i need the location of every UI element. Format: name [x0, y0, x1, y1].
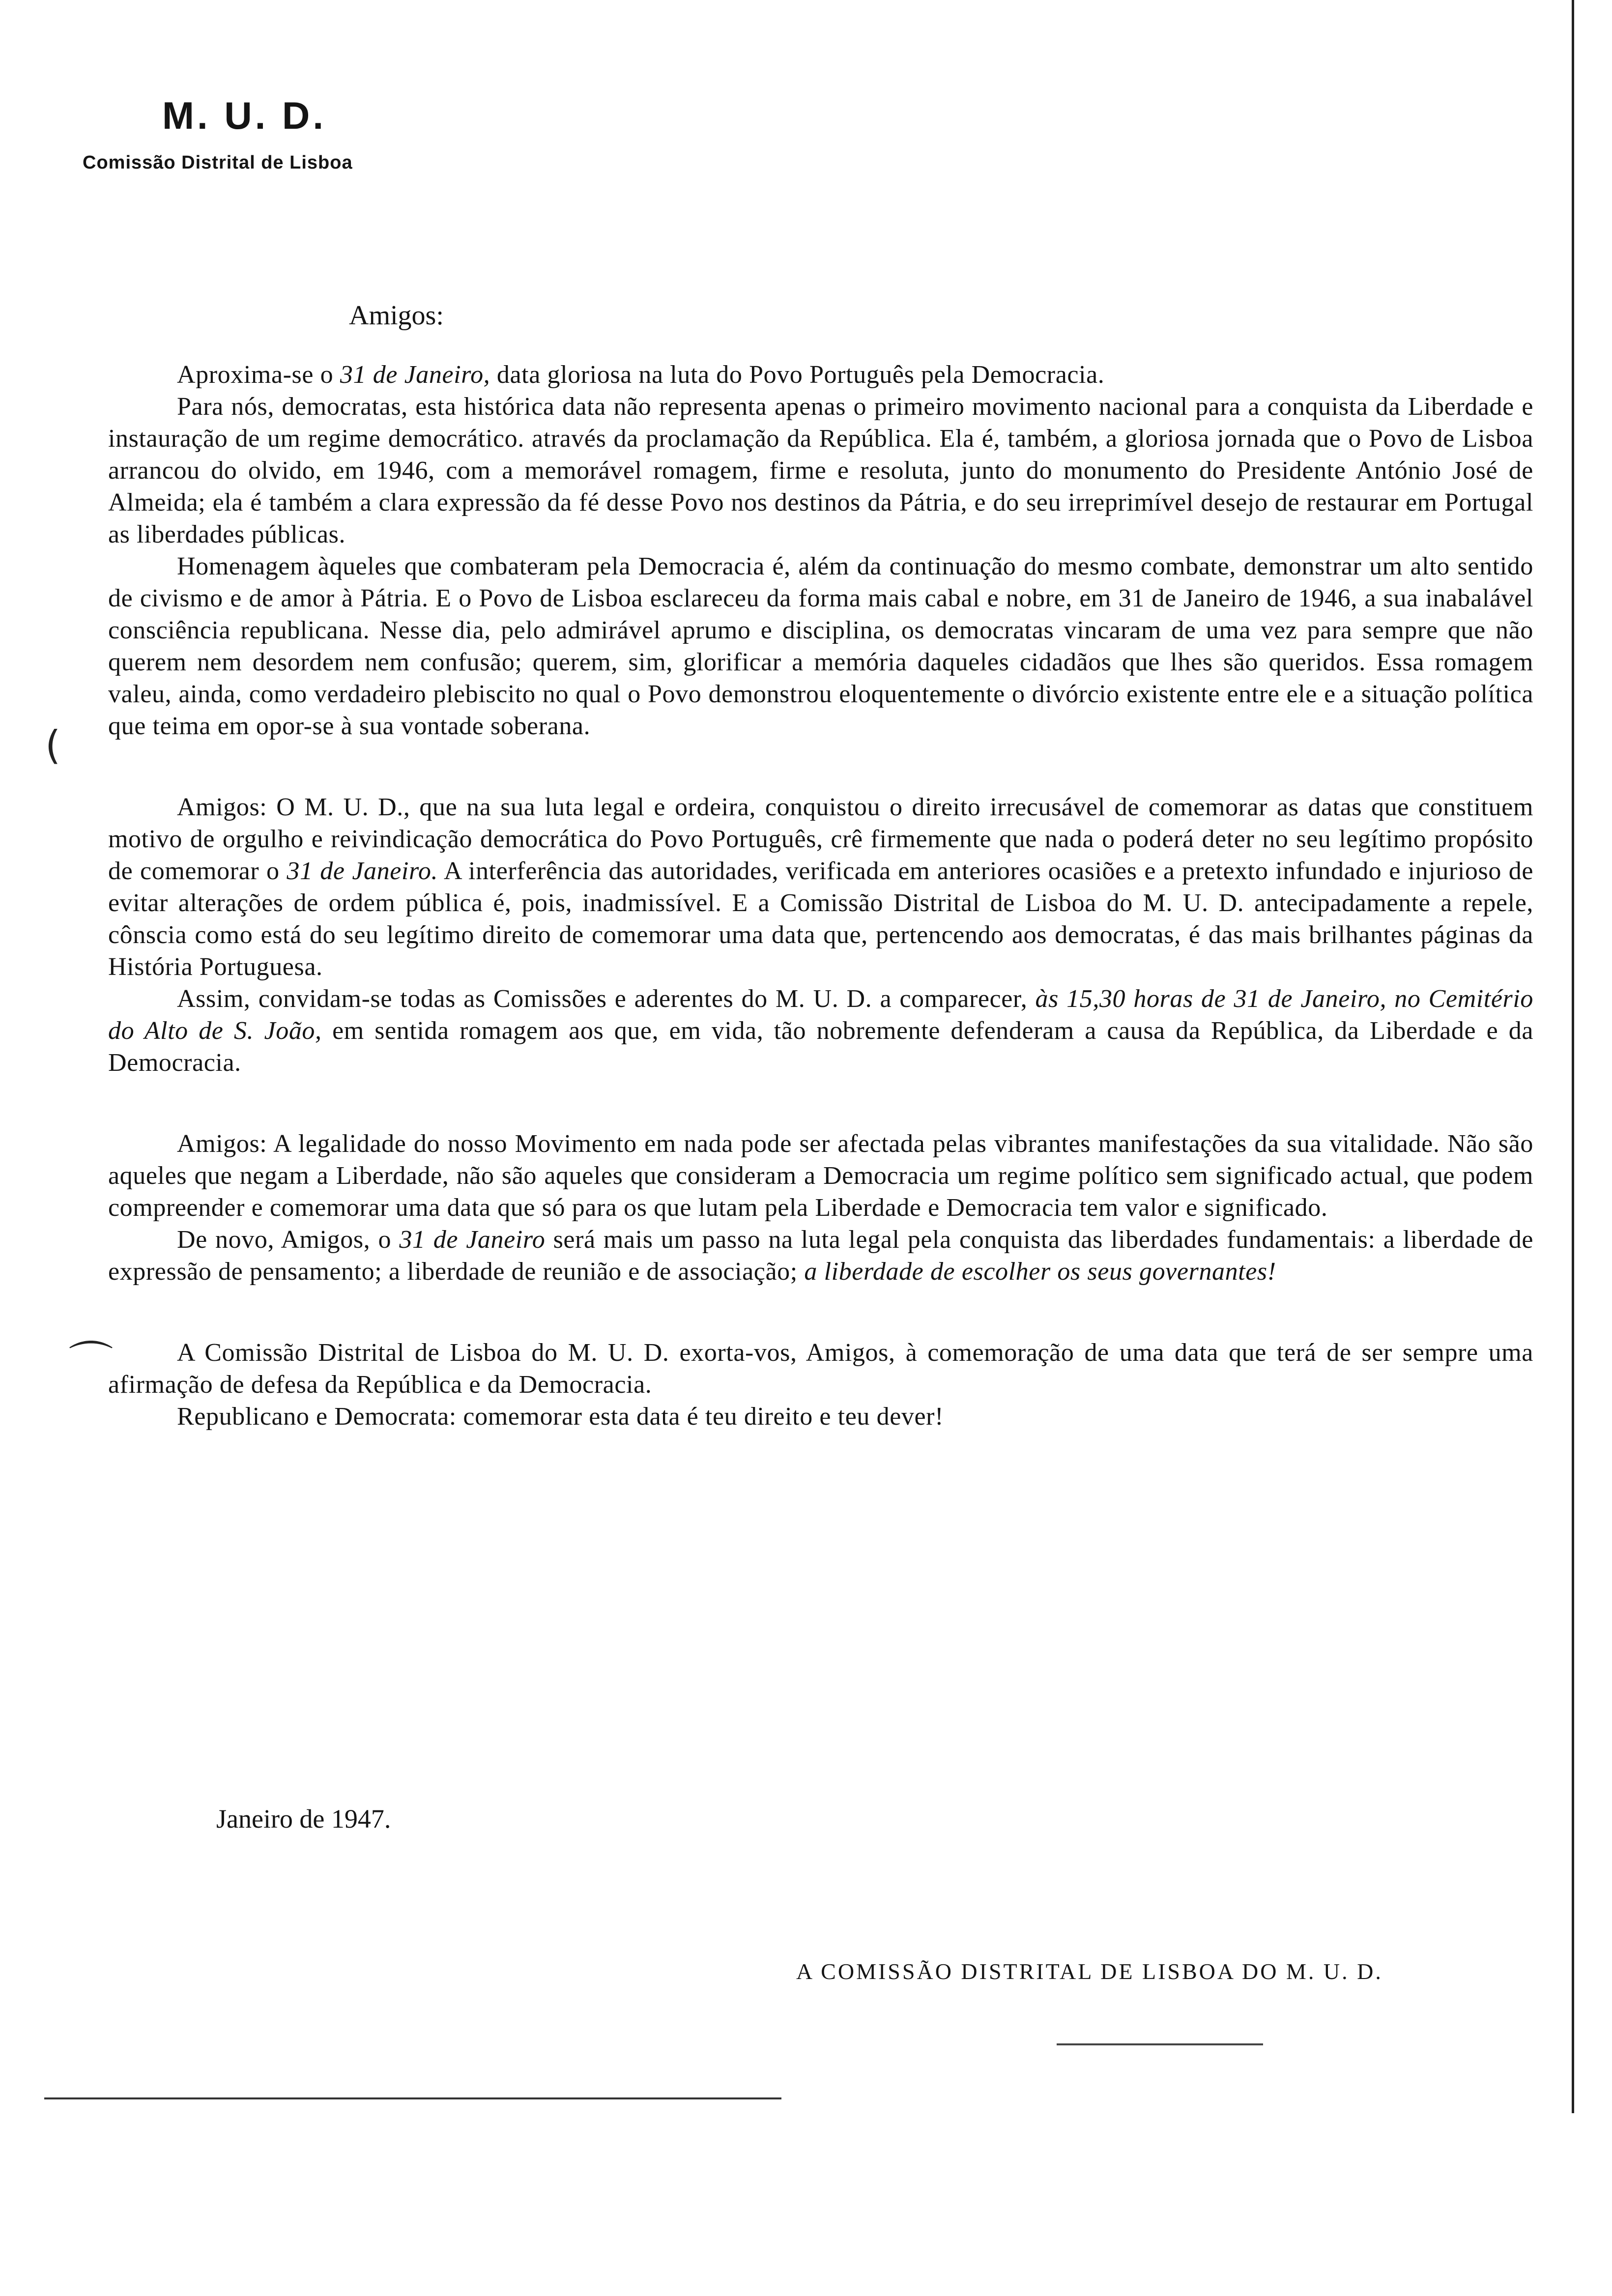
- body-paragraph: [108, 791, 1533, 983]
- paragraph-text: Aproxima-se o: [177, 361, 340, 389]
- paragraph-text: Assim, convidam-se todas as Comissões e aderentes do M. U. D. a comparecer,: [177, 985, 1036, 1013]
- body-paragraph: [108, 1337, 1533, 1401]
- paragraph-text: A interferência das autoridades, verificada em anteriores ocasiões e a pretexto infundado e injurioso de evitar alterações de ordem pública é, pois, inadmissível. E a Comissão Distrital de Lisboa do M. U. D. antecipadamente a repele, cônscia como está do seu legítimo direito de comemorar uma data que, pertencendo aos democratas, é das mais brilhantes páginas da História Portuguesa.: [108, 857, 1533, 981]
- letter-signature: A COMISSÃO DISTRITAL DE LISBOA DO M. U. D.: [796, 1959, 1383, 1984]
- handwritten-curl-mark: ⌒: [69, 1337, 113, 1389]
- paragraph-text: De novo, Amigos, o: [177, 1226, 400, 1254]
- paragraph-text: Homenagem àqueles que combateram pela Democracia é, além da continuação do mesmo combate, demonstrar um alto sentido de civismo e de amor à Pátria. E o Povo de Lisboa esclareceu da forma mais cabal e nobre, em 31 de Janeiro de 1946, a sua inabalável consciência republicana. Nesse dia, pelo admirável aprumo e disciplina, os democratas vincaram de uma vez para sempre que não querem nem desordem nem confusão; querem, sim, glorificar a memória daqueles cidadãos que lhes são queridos. Essa romagem valeu, ainda, como verdadeiro plebiscito no qual o Povo demonstrou eloquentemente o divórcio existente entre ele e a situação política que teima em opor-se à sua vontade soberana.: [108, 552, 1533, 740]
- organization-subtitle: Comissão Distrital de Lisboa: [83, 152, 353, 173]
- body-paragraph: [108, 359, 1533, 391]
- body-paragraph: [108, 391, 1533, 550]
- emphasis-text: 31 de Janeiro.: [287, 857, 438, 885]
- paragraph-text: Amigos: O M. U. D., que na sua luta legal e ordeira, conquistou o direito irrecusável de comemorar as datas que constituem motivo de orgulho e reivindicação democrática do Povo Português, crê firmemente que nada o poderá deter no seu legítimo propósito de comemorar o: [108, 793, 1533, 885]
- body-paragraph: [108, 1128, 1533, 1224]
- body-paragraph: [108, 550, 1533, 742]
- emphasis-text: 31 de Janeiro: [399, 1226, 546, 1254]
- emphasis-text: às 15,30 horas de 31 de Janeiro, no Cemitério do Alto de S. João,: [108, 985, 1533, 1045]
- body-paragraph: [108, 1401, 1533, 1433]
- emphasis-text: 31 de Janeiro,: [340, 361, 490, 389]
- scan-margin-line: [1572, 0, 1574, 2113]
- scan-rule-line: [1057, 2043, 1263, 2045]
- paragraph-text: A Comissão Distrital de Lisboa do M. U. D. exorta-vos, Amigos, à comemoração de uma data que terá de ser sempre uma afirmação de defesa da República e da Democracia.: [108, 1339, 1533, 1399]
- salutation: Amigos:: [349, 300, 444, 331]
- paragraph-text: Amigos: A legalidade do nosso Movimento em nada pode ser afectada pelas vibrantes manifestações da sua vitalidade. Não são aqueles que negam a Liberdade, não são aqueles que consideram a Democracia um regime político sem significado actual, que podem compreender e comemorar uma data que só para os que lutam pela Liberdade e Democracia tem valor e significado.: [108, 1130, 1533, 1222]
- paragraph-text: Republicano e Democrata: comemorar esta data é teu direito e teu dever!: [177, 1403, 944, 1431]
- paragraph-text: será mais um passo na luta legal pela conquista das liberdades fundamentais: a liberdade de expressão de pensamento; a liberdade de reunião e de associação;: [108, 1226, 1533, 1286]
- organization-title: M. U. D.: [162, 94, 326, 137]
- scan-rule-line: [44, 2097, 781, 2099]
- handwritten-bracket-mark: (: [45, 722, 61, 768]
- paragraph-text: em sentida romagem aos que, em vida, tão nobremente defenderam a causa da República, da Liberdade e da Democracia.: [108, 1017, 1533, 1077]
- paragraph-text: data gloriosa na luta do Povo Português pela Democracia.: [490, 361, 1105, 389]
- body-paragraph: [108, 983, 1533, 1079]
- body-paragraph: [108, 1224, 1533, 1288]
- paragraph-text: Para nós, democratas, esta histórica data não representa apenas o primeiro movimento nacional para a conquista da Liberdade e instauração de um regime democrático. através da proclamação da República. Ela é, também, a gloriosa jornada que o Povo de Lisboa arrancou do olvido, em 1946, com a memorável romagem, firme e resoluta, junto do monumento do Presidente António José de Almeida; ela é também a clara expressão da fé desse Povo nos destinos da Pátria, e do seu irreprimível desejo de restaurar em Portugal as liberdades públicas.: [108, 393, 1533, 548]
- letter-date: Janeiro de 1947.: [216, 1804, 391, 1834]
- letter-body: [108, 359, 1533, 1433]
- emphasis-text: a liberdade de escolher os seus governantes!: [804, 1258, 1276, 1286]
